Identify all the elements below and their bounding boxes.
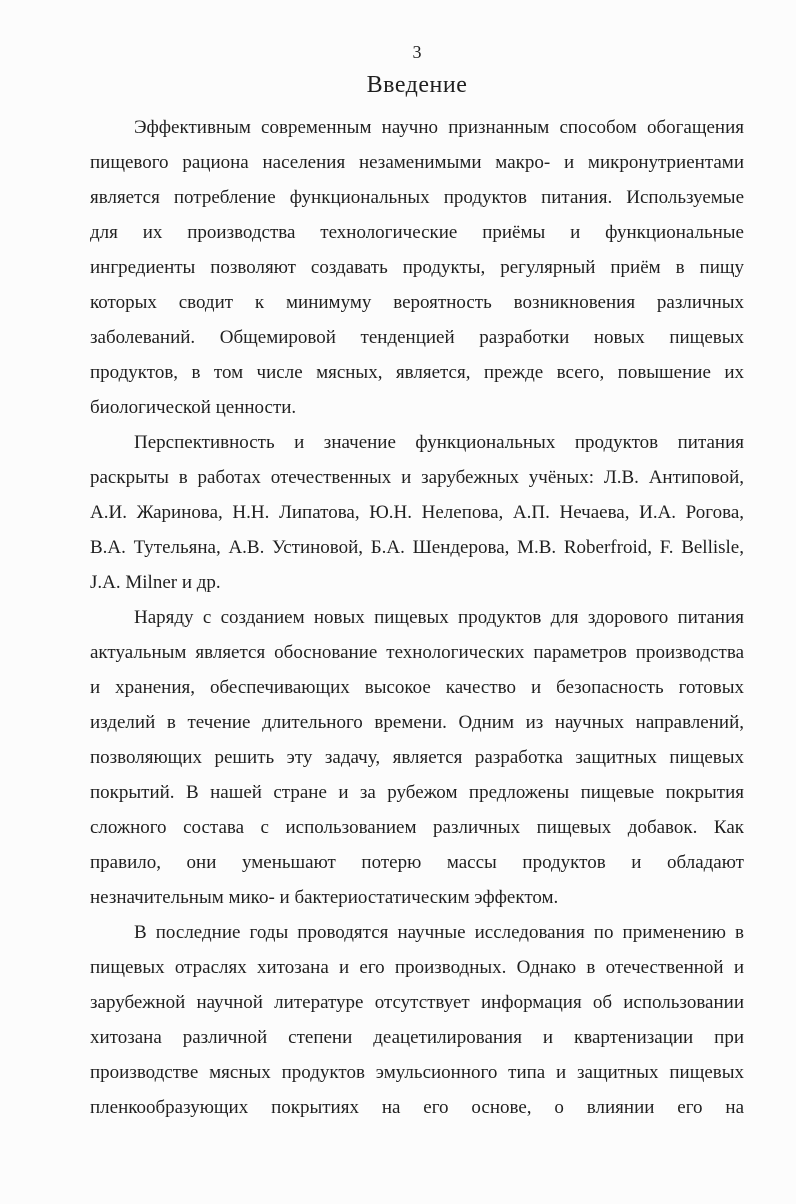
text-line: продуктов, в том числе мясных, является, прежде всего, повышение их — [90, 362, 744, 383]
text-line: Перспективность и значение функциональных продуктов питания — [134, 432, 744, 453]
text-line: правило, они уменьшают потерю массы продуктов и обладают — [90, 852, 744, 873]
text-line: В последние годы проводятся научные исследования по применению в — [134, 922, 744, 943]
text-line: пленкообразующих покрытиях на его основе, о влиянии его на — [90, 1097, 744, 1118]
text-line: производстве мясных продуктов эмульсионного типа и защитных пищевых — [90, 1062, 744, 1083]
text-line: пищевых отраслях хитозана и его производных. Однако в отечественной и — [90, 957, 744, 978]
paragraph — [90, 425, 744, 600]
paragraph — [90, 110, 744, 425]
text-line: Эффективным современным научно признанным способом обогащения — [134, 117, 744, 138]
text-line: ингредиенты позволяют создавать продукты, регулярный приём в пищу — [90, 257, 744, 278]
text-line: раскрыты в работах отечественных и зарубежных учёных: Л.В. Антиповой, — [90, 467, 744, 488]
text-line: А.И. Жаринова, Н.Н. Липатова, Ю.Н. Нелепова, А.П. Нечаева, И.А. Рогова, — [90, 502, 744, 523]
text-line: позволяющих решить эту задачу, является разработка защитных пищевых — [90, 747, 744, 768]
paragraph — [90, 600, 744, 915]
text-line: и хранения, обеспечивающих высокое качество и безопасность готовых — [90, 677, 744, 698]
text-line: J.A. Milner и др. — [90, 572, 221, 593]
page-number: 3 — [412, 42, 422, 62]
text-line: является потребление функциональных продуктов питания. Используемые — [90, 187, 744, 208]
text-line: актуальным является обоснование технологических параметров производства — [90, 642, 744, 663]
text-line: хитозана различной степени деацетилирования и квартенизации при — [90, 1027, 744, 1048]
text-line: пищевого рациона населения незаменимыми макро- и микронутриентами — [90, 152, 744, 173]
section-title: Введение — [366, 72, 468, 98]
text-line: незначительным мико- и бактериостатическим эффектом. — [90, 887, 559, 908]
text-line: сложного состава с использованием различных пищевых добавок. Как — [90, 817, 744, 838]
text-line: покрытий. В нашей стране и за рубежом предложены пищевые покрытия — [90, 782, 744, 803]
text-line: биологической ценности. — [90, 397, 297, 418]
text-line: изделий в течение длительного времени. Одним из научных направлений, — [90, 712, 744, 733]
body-text — [90, 110, 744, 1125]
text-line: заболеваний. Общемировой тенденцией разработки новых пищевых — [90, 327, 744, 348]
text-line: которых сводит к минимуму вероятность возникновения различных — [90, 292, 744, 313]
text-line: зарубежной научной литературе отсутствует информация об использовании — [90, 992, 744, 1013]
text-line: В.А. Тутельяна, А.В. Устиновой, Б.А. Шендерова, M.B. Roberfroid, F. Bellisle, — [90, 537, 744, 558]
text-line: Наряду с созданием новых пищевых продуктов для здорового питания — [134, 607, 744, 628]
paragraph — [90, 915, 744, 1125]
text-line: для их производства технологические приёмы и функциональные — [90, 222, 744, 243]
